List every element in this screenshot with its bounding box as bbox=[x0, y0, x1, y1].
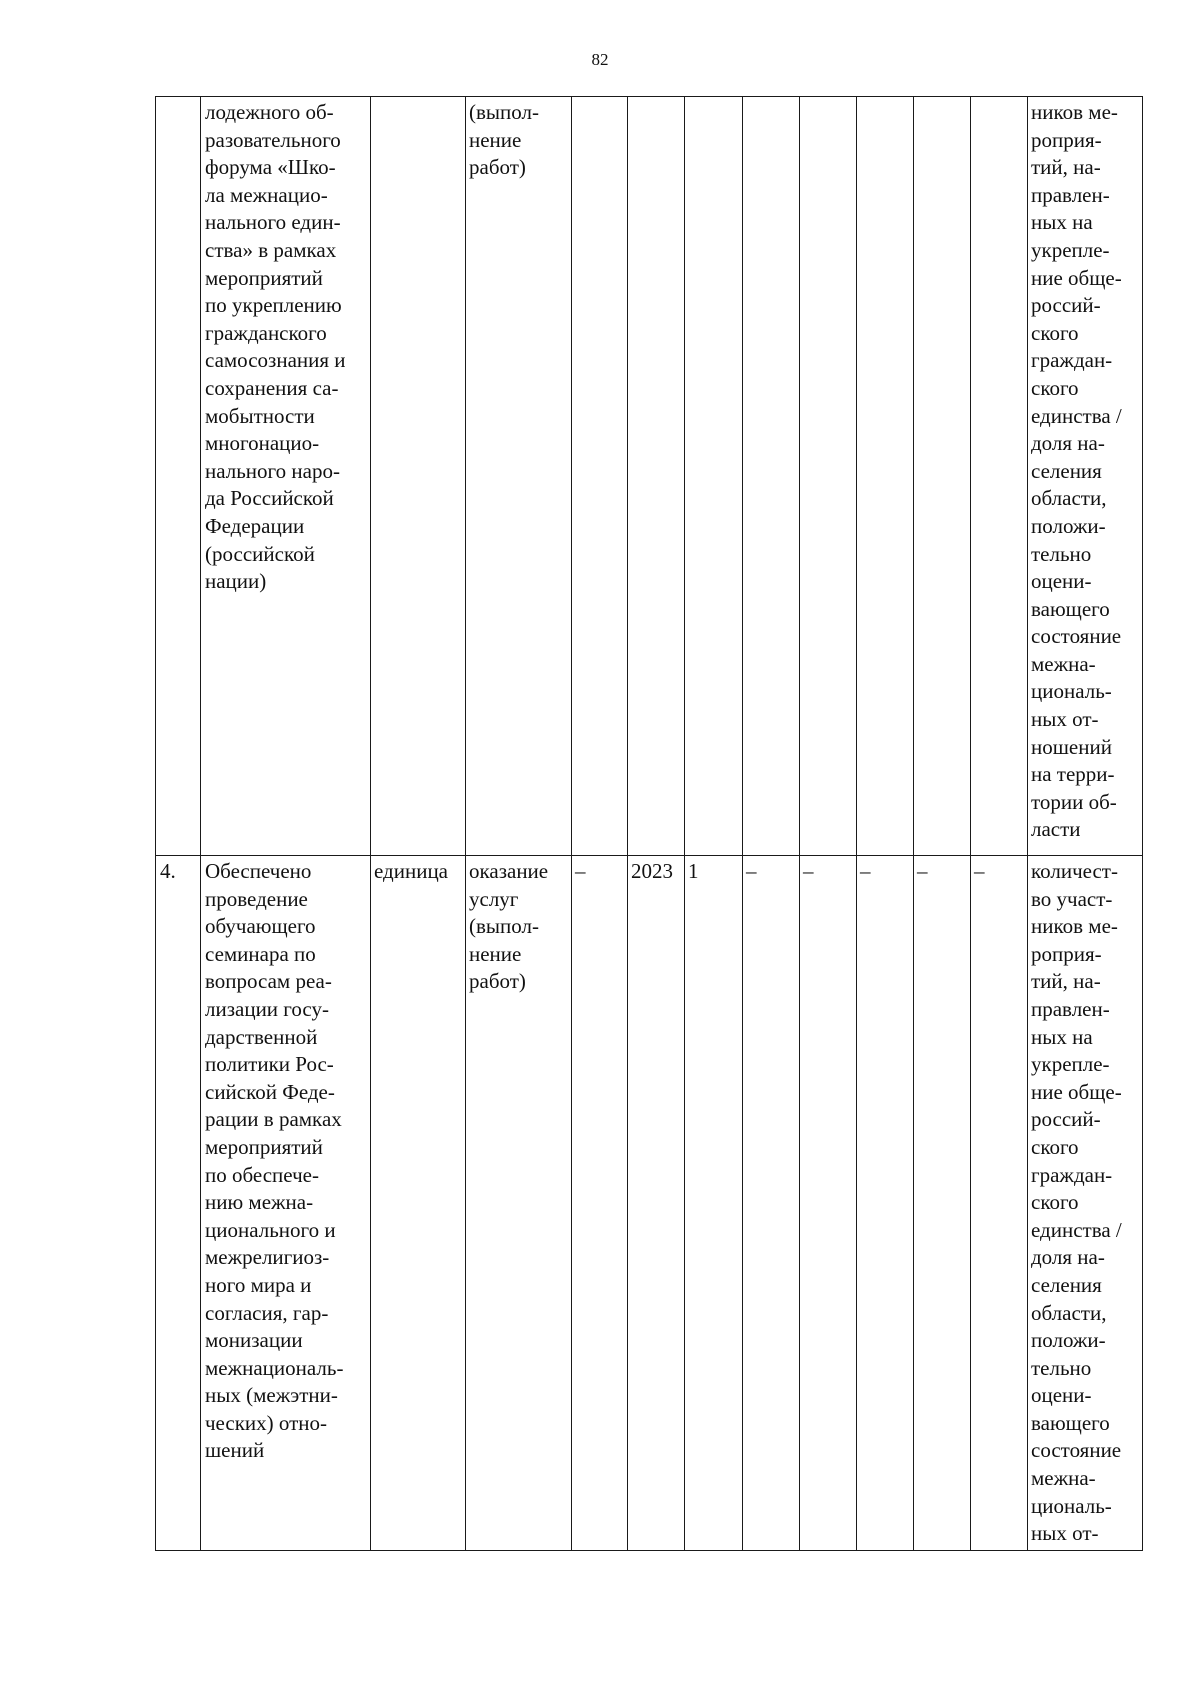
table-row bbox=[156, 97, 1143, 856]
value-cell bbox=[857, 97, 914, 856]
value-cell: – bbox=[914, 856, 971, 1551]
table-row bbox=[156, 856, 1143, 1551]
year-cell bbox=[628, 97, 685, 856]
result-name-cell: Обеспечено проведение обучающего семинара по вопросам реа- лизации госу- дарственной политики Рос- сийской Феде- рации в рамках мероприятий по обеспече- нию межна- ционального и межрелигиоз- ного мира и согласия, гар- монизации межнациональ- ных (межэтни- ческих) отно- шений bbox=[201, 856, 371, 1551]
indicator-cell: ников ме- роприя- тий, на- правлен- ных на укрепле- ние обще- россий- ского граждан- ского единства / доля на- селения области, положи- тельно оцени- вающего состояние межна- циональ- ных от- ношений на терри- тории об- ласти bbox=[1028, 97, 1143, 856]
value-cell: 1 bbox=[685, 856, 743, 1551]
value-cell bbox=[685, 97, 743, 856]
row-number-cell: 4. bbox=[156, 856, 201, 1551]
value-cell: – bbox=[971, 856, 1028, 1551]
value-cell bbox=[971, 97, 1028, 856]
activities-table bbox=[155, 96, 1143, 1551]
indicator-cell: количест- во участ- ников ме- роприя- тий, на- правлен- ных на укрепле- ние обще- россий- ского граждан- ского единства / доля на- селения области, положи- тельно оцени- вающего состояние межна- циональ- ных от- bbox=[1028, 856, 1143, 1551]
value-cell: – bbox=[800, 856, 857, 1551]
unit-cell bbox=[371, 97, 466, 856]
type-cell: (выпол- нение работ) bbox=[466, 97, 572, 856]
value-cell bbox=[572, 97, 628, 856]
result-name-cell: лодежного об- разовательного форума «Шко- ла межнацио- нального един- ства» в рамках мероприятий по укреплению гражданского самосознания и сохранения са- мобытности многонацио- нального наро- да Российской Федерации (российской нации) bbox=[201, 97, 371, 856]
unit-cell: единица bbox=[371, 856, 466, 1551]
value-cell bbox=[743, 97, 800, 856]
type-cell: оказание услуг (выпол- нение работ) bbox=[466, 856, 572, 1551]
value-cell: – bbox=[743, 856, 800, 1551]
row-number-cell bbox=[156, 97, 201, 856]
value-cell bbox=[800, 97, 857, 856]
value-cell: – bbox=[572, 856, 628, 1551]
page-number: 82 bbox=[591, 50, 609, 69]
value-cell: – bbox=[857, 856, 914, 1551]
value-cell bbox=[914, 97, 971, 856]
year-cell: 2023 bbox=[628, 856, 685, 1551]
